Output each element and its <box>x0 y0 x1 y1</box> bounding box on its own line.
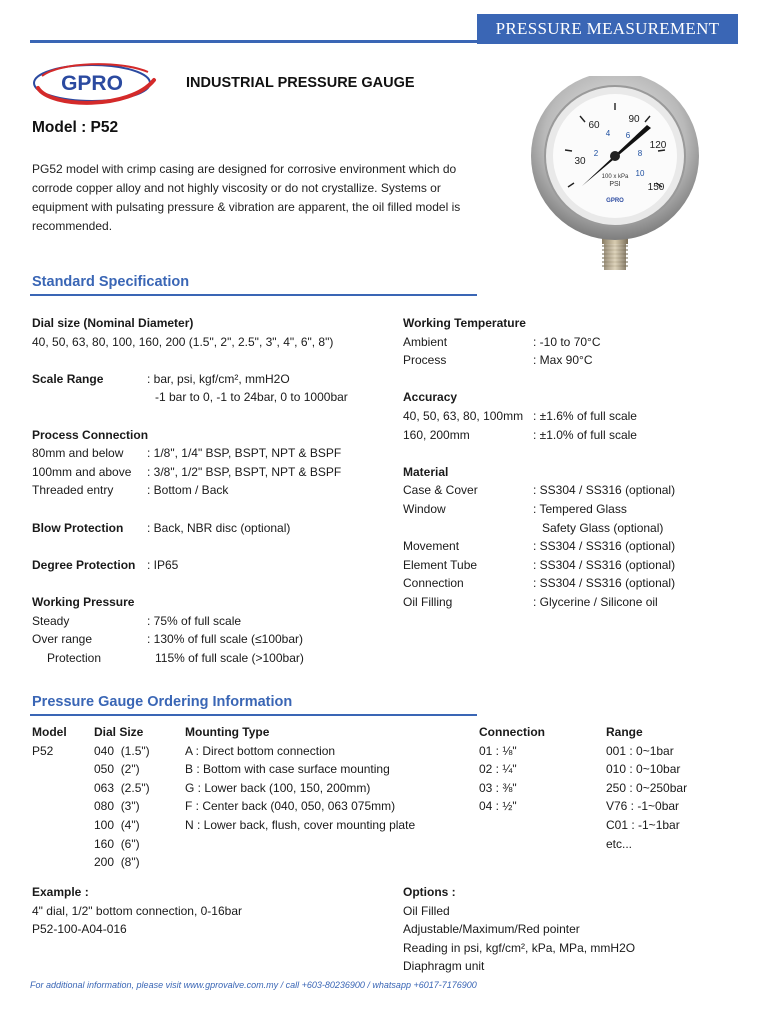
options-block <box>403 883 743 976</box>
spec-accuracy-2-label: 160, 200mm <box>403 427 470 442</box>
spec-protection-value: 115% of full scale (>100bar) <box>155 650 304 665</box>
spec-threaded-label: Threaded entry <box>32 483 114 498</box>
ordering-dial-column <box>94 723 179 872</box>
gauge-label-inner-3: 6 <box>625 131 631 140</box>
logo-text: GPRO <box>61 72 123 95</box>
section-rule-ordering <box>30 714 477 716</box>
spec-left-column <box>32 314 392 667</box>
spec-over-range-label: Over range <box>32 632 93 647</box>
spec-window-value-2: Safety Glass (optional) <box>542 520 664 535</box>
ordering-dial-item: 050 (2") <box>94 762 140 777</box>
ordering-header-mounting: Mounting Type <box>185 725 270 739</box>
ordering-dial-item: 063 (2.5") <box>94 780 150 795</box>
ordering-connection-item: 02 : ¼" <box>479 762 517 777</box>
ordering-mounting-column <box>185 723 470 835</box>
spec-material-label: Material <box>403 464 449 479</box>
ordering-connection-item: 01 : ⅛" <box>479 743 517 758</box>
ordering-range-item: C01 : -1~1bar <box>606 817 680 832</box>
gauge-label-outer-5: 150 <box>647 182 665 193</box>
ordering-connection-column <box>479 723 589 816</box>
gauge-unit: PSI <box>609 181 621 188</box>
product-subtitle: INDUSTRIAL PRESSURE GAUGE <box>186 75 415 91</box>
ordering-range-column <box>606 723 746 853</box>
gauge-brand: GPRO <box>606 198 624 204</box>
spec-process-connection-label: Process Connection <box>32 427 149 442</box>
header-rule <box>30 40 477 43</box>
ordering-dial-item: 080 (3") <box>94 799 140 814</box>
ordering-range-item: 250 : 0~250bar <box>606 780 688 795</box>
gauge-label-inner-5: 10 <box>635 169 645 178</box>
model-title: Model : P52 <box>32 119 119 136</box>
footer-contact: For additional information, please visit www.gprovalve.com.my / call +603-80236900 / whatsapp +6017-7176900 <box>30 980 477 990</box>
ordering-header-range: Range <box>606 725 643 739</box>
ordering-mounting-item: F : Center back (040, 050, 063 075mm) <box>185 799 396 814</box>
spec-scale-range-label: Scale Range <box>32 371 104 386</box>
header-banner: PRESSURE MEASUREMENT <box>477 14 738 44</box>
spec-accuracy-2-value: : ±1.0% of full scale <box>533 427 637 442</box>
spec-process-temp-label: Process <box>403 353 447 368</box>
spec-case-label: Case & Cover <box>403 483 478 498</box>
gpro-logo <box>30 58 178 108</box>
spec-window-label: Window <box>403 501 446 516</box>
option-item: Reading in psi, kgf/cm², kPa, MPa, mmH2O <box>403 940 636 955</box>
example-line-2: P52-100-A04-016 <box>32 922 127 937</box>
example-line-1: 4" dial, 1/2" bottom connection, 0-16bar <box>32 903 242 918</box>
spec-ambient-label: Ambient <box>403 334 448 349</box>
ordering-range-item: 001 : 0~1bar <box>606 743 674 758</box>
ordering-header-connection: Connection <box>479 725 545 739</box>
spec-movement-value: : SS304 / SS316 (optional) <box>533 539 676 554</box>
spec-dial-size-label: Dial size (Nominal Diameter) <box>32 316 194 330</box>
section-rule-standard-spec <box>30 294 477 296</box>
spec-movement-label: Movement <box>403 539 460 554</box>
spec-connection-label: Connection <box>403 576 464 591</box>
gauge-label-outer-4: 120 <box>649 140 667 151</box>
spec-working-pressure-label: Working Pressure <box>32 594 135 609</box>
ordering-dial-item: 200 (8") <box>94 855 140 870</box>
ordering-dial-item: 040 (1.5") <box>94 743 150 758</box>
ordering-header-model: Model <box>32 725 67 739</box>
spec-threaded-value: : Bottom / Back <box>147 483 229 498</box>
spec-pc-80-label: 80mm and below <box>32 446 124 461</box>
ordering-range-item: etc... <box>606 836 633 851</box>
spec-right-column <box>403 314 743 612</box>
spec-accuracy-1-label: 40, 50, 63, 80, 100mm <box>403 408 524 423</box>
spec-steady-label: Steady <box>32 613 70 628</box>
spec-dial-size-value: 40, 50, 63, 80, 100, 160, 200 (1.5", 2", 2.5", 3", 4", 6", 8") <box>32 334 334 349</box>
option-item: Oil Filled <box>403 903 450 918</box>
ordering-connection-item: 04 : ½" <box>479 799 517 814</box>
spec-scale-range-value: : bar, psi, kgf/cm², mmH2O <box>147 371 290 386</box>
spec-element-tube-label: Element Tube <box>403 557 478 572</box>
gauge-label-inner-4: 8 <box>637 149 643 158</box>
spec-over-range-value: : 130% of full scale (≤100bar) <box>147 632 303 647</box>
spec-pc-80-value: : 1/8", 1/4" BSP, BSPT, NPT & BSPF <box>147 446 342 461</box>
spec-degree-label: Degree Protection <box>32 557 136 572</box>
option-item: Diaphragm unit <box>403 959 485 974</box>
gauge-label-outer-1: 30 <box>574 156 586 167</box>
ordering-range-item: V76 : -1~0bar <box>606 799 680 814</box>
spec-steady-value: : 75% of full scale <box>147 613 242 628</box>
spec-degree-value: : IP65 <box>147 557 179 572</box>
ordering-model-column <box>32 723 92 760</box>
spec-process-temp-value: : Max 90°C <box>533 353 593 368</box>
spec-scale-range-value-2: -1 bar to 0, -1 to 24bar, 0 to 1000bar <box>155 390 348 405</box>
spec-pc-100-value: : 3/8", 1/2" BSP, BSPT, NPT & BSPF <box>147 464 342 479</box>
ordering-mounting-item: B : Bottom with case surface mounting <box>185 762 390 777</box>
gauge-unit-line: 100 x kPa <box>601 174 629 180</box>
spec-oil-filling-value: : Glycerine / Silicone oil <box>533 594 658 609</box>
section-title-ordering: Pressure Gauge Ordering Information <box>32 694 293 710</box>
gauge-label-inner-2: 4 <box>605 129 611 138</box>
ordering-header-dial: Dial Size <box>94 725 144 739</box>
spec-ambient-value: : -10 to 70°C <box>533 334 601 349</box>
options-title: Options : <box>403 885 456 899</box>
option-item: Adjustable/Maximum/Red pointer <box>403 922 580 937</box>
ordering-range-item: 010 : 0~10bar <box>606 762 681 777</box>
spec-case-value: : SS304 / SS316 (optional) <box>533 483 676 498</box>
spec-accuracy-1-value: : ±1.6% of full scale <box>533 408 637 423</box>
ordering-model-value: P52 <box>32 743 54 758</box>
ordering-connection-item: 03 : ⅜" <box>479 780 517 795</box>
spec-blow-value: : Back, NBR disc (optional) <box>147 520 291 535</box>
section-title-standard-spec: Standard Specification <box>32 274 190 290</box>
example-block <box>32 883 372 939</box>
spec-element-tube-value: : SS304 / SS316 (optional) <box>533 557 676 572</box>
example-title: Example : <box>32 885 89 899</box>
pressure-gauge-image <box>522 76 708 276</box>
spec-blow-label: Blow Protection <box>32 520 124 535</box>
ordering-dial-item: 100 (4") <box>94 817 140 832</box>
spec-pc-100-label: 100mm and above <box>32 464 132 479</box>
ordering-mounting-item: G : Lower back (100, 150, 200mm) <box>185 780 371 795</box>
gauge-label-outer-2: 60 <box>588 120 600 131</box>
ordering-dial-item: 160 (6") <box>94 836 140 851</box>
gauge-label-inner-1: 2 <box>593 149 599 158</box>
ordering-mounting-item: A : Direct bottom connection <box>185 743 336 758</box>
spec-accuracy-label: Accuracy <box>403 390 458 405</box>
spec-window-value: : Tempered Glass <box>533 501 627 516</box>
spec-connection-value: : SS304 / SS316 (optional) <box>533 576 676 591</box>
gauge-label-outer-3: 90 <box>628 114 640 125</box>
spec-oil-filling-label: Oil Filling <box>403 594 453 609</box>
spec-working-temp-label: Working Temperature <box>403 316 526 330</box>
ordering-mounting-item: N : Lower back, flush, cover mounting plate <box>185 817 416 832</box>
product-description: PG52 model with crimp casing are designed for corrosive environment which do corrode copper alloy and not highly viscosity or do not crystallize. Systems or equipment with pulsating pressure & vibration are apparent, the oil filled model is recommended. <box>32 162 461 233</box>
spec-protection-label: Protection <box>47 650 102 665</box>
